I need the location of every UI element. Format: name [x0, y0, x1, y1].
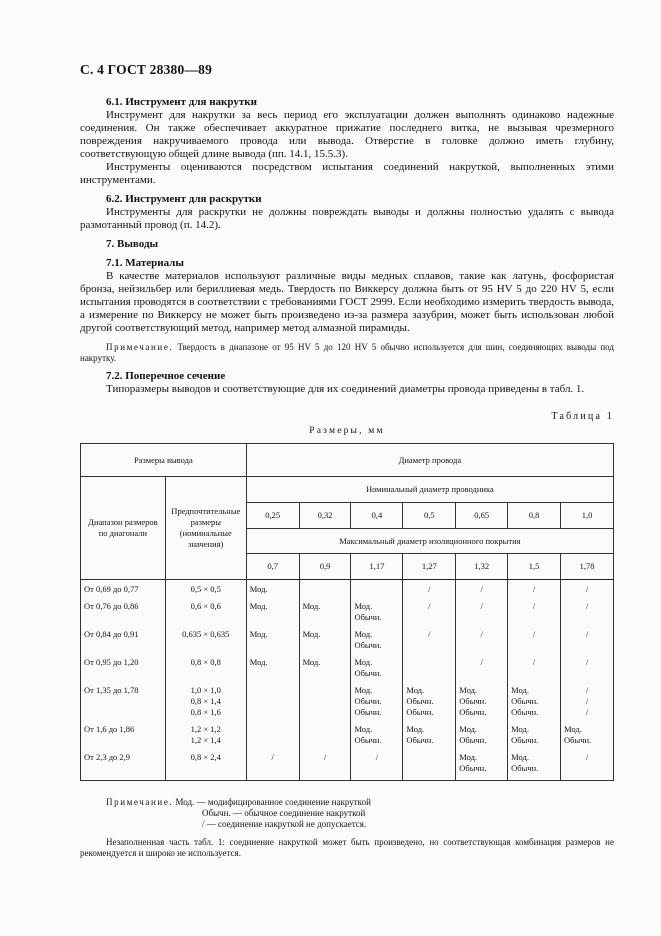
- connection-type-cell: [246, 657, 299, 685]
- nominal-diameter-header: Номинальный диаметр проводника: [246, 477, 613, 503]
- max-diameter-cell: 1,78: [561, 554, 614, 580]
- connection-type-cell: [403, 629, 456, 657]
- nominal-diameter-cell: 1,0: [561, 503, 614, 529]
- section-note: [80, 342, 614, 364]
- max-diameter-cell: 1,32: [456, 554, 508, 580]
- connection-type-cell: [246, 685, 299, 724]
- range-cell: От 1,6 до 1,86: [81, 724, 166, 752]
- connection-type-cell: [456, 657, 508, 685]
- preferred-size-cell: [165, 685, 246, 724]
- connection-type-cell: [508, 629, 561, 657]
- connection-type: Мод.: [511, 752, 529, 762]
- connection-type-cell: [246, 724, 299, 752]
- connection-type-cell: [403, 685, 456, 724]
- connection-type-cell: [246, 752, 299, 781]
- connection-type: Мод.: [511, 685, 529, 695]
- connection-type: Мод.: [354, 629, 373, 639]
- table-notes: [80, 797, 614, 830]
- connection-type-cell: [246, 629, 299, 657]
- table-footnote: Незаполненная часть табл. 1: соединение накруткой может быть произведено, но соответствующая комбинация размеров не рекомендуется и широко не используется.: [80, 837, 614, 858]
- connection-type: Мод.: [302, 657, 321, 667]
- preferred-size: 0,8 × 1,4: [190, 696, 221, 706]
- connection-type: Мод.: [459, 685, 478, 695]
- connection-type: /: [480, 657, 483, 667]
- connection-type: Мод.: [459, 752, 478, 762]
- connection-type: Мод.: [406, 724, 425, 734]
- range-cell: От 0,69 до 0,77: [81, 580, 166, 602]
- nominal-diameter-cell: 0,8: [508, 503, 561, 529]
- connection-type-cell: [246, 601, 299, 629]
- preferred-size: 0,8 × 2,4: [190, 752, 221, 762]
- connection-type: Обычн.: [354, 640, 382, 650]
- connection-type-cell: [456, 752, 508, 781]
- terminal-sizes-header: Размеры вывода: [81, 444, 247, 477]
- connection-type-cell: [508, 601, 561, 629]
- connection-type: /: [375, 752, 379, 762]
- connection-type: Мод.: [406, 685, 425, 695]
- connection-type-cell: [456, 580, 508, 602]
- table-row: [81, 752, 614, 781]
- connection-type: /: [428, 601, 431, 611]
- connection-type: /: [585, 696, 589, 706]
- connection-type: /: [428, 584, 431, 594]
- page-header: С. 4 ГОСТ 28380—89: [80, 62, 213, 77]
- preferred-size: 0,8 × 1,6: [190, 707, 221, 717]
- connection-type: /: [480, 601, 483, 611]
- connection-type-cell: [456, 601, 508, 629]
- connection-type: Обычн.: [459, 696, 487, 706]
- connection-type: /: [480, 584, 483, 594]
- preferred-size: 0,6 × 0,6: [190, 601, 221, 611]
- table-row: [81, 601, 614, 629]
- connection-type: Обычн.: [354, 735, 382, 745]
- section-heading: 7.2. Поперечное сечение: [106, 370, 226, 382]
- text-sections: [80, 96, 614, 396]
- preferred-size-cell: [165, 657, 246, 685]
- connection-type: Обычн.: [459, 735, 487, 745]
- section-heading: 6.1. Инструмент для накрутки: [106, 96, 257, 108]
- connection-type-cell: [508, 685, 561, 724]
- document-body: [80, 96, 614, 859]
- note-line: Мод. — модифицированное соединение накруткой: [175, 797, 371, 807]
- connection-type: /: [585, 685, 589, 695]
- connection-type-cell: [351, 752, 403, 781]
- connection-type-cell: [403, 580, 456, 602]
- preferred-size: 0,635 × 0,635: [182, 629, 230, 639]
- connection-type-cell: [351, 685, 403, 724]
- wire-diameter-header: Диаметр провода: [246, 444, 613, 477]
- connection-type: Обычн.: [406, 735, 434, 745]
- connection-type: /: [585, 707, 589, 717]
- connection-type-cell: [403, 601, 456, 629]
- connection-type: Обычн.: [354, 696, 382, 706]
- connection-type-cell: [508, 752, 561, 781]
- connection-type-cell: [403, 752, 456, 781]
- table-units: Размеры, мм: [309, 426, 385, 436]
- connection-type-cell: [561, 629, 614, 657]
- range-cell: От 0,95 до 1,20: [81, 657, 166, 685]
- note-text: Твердость в диапазоне от 95 HV 5 до 120 HV 5 обычно используется для шин, соединяющих выводы под накрутку.: [80, 342, 615, 363]
- table-row: [81, 685, 614, 724]
- connection-type-cell: [456, 685, 508, 724]
- max-diameter-cell: 0,9: [299, 554, 351, 580]
- connection-type-cell: [299, 580, 351, 602]
- max-diameter-cell: 1,17: [351, 554, 403, 580]
- preferred-sizes-header: Предпочтительные размеры (номинальные значения): [165, 477, 246, 580]
- connection-type: Обычн.: [511, 735, 539, 745]
- table-row: [81, 629, 614, 657]
- connection-type: Мод.: [249, 629, 268, 639]
- max-diameter-cell: 0,7: [246, 554, 299, 580]
- connection-type-cell: [508, 724, 561, 752]
- connection-type: /: [532, 657, 536, 667]
- max-diameter-cell: 1,5: [508, 554, 561, 580]
- connection-type-cell: [561, 601, 614, 629]
- connection-type: Обычн.: [406, 696, 434, 706]
- section-heading: 6.2. Инструмент для раскрутки: [106, 193, 262, 205]
- nominal-diameter-cell: 0,32: [299, 503, 351, 529]
- connection-type-cell: [246, 580, 299, 602]
- connection-type-cell: [299, 752, 351, 781]
- note-line: Обычн. — обычное соединение накруткой: [202, 808, 366, 818]
- connection-type: /: [271, 752, 274, 762]
- wire-terminal-table: [80, 443, 614, 781]
- connection-type: /: [585, 657, 589, 667]
- connection-type-cell: [456, 724, 508, 752]
- connection-type: /: [428, 629, 431, 639]
- connection-type-cell: [456, 629, 508, 657]
- connection-type: /: [323, 752, 327, 762]
- connection-type: Мод.: [302, 629, 321, 639]
- range-cell: От 0,76 до 0,86: [81, 601, 166, 629]
- table-row: [81, 580, 614, 602]
- preferred-size: 1,0 × 1,0: [190, 685, 221, 695]
- nominal-diameter-cell: 0,4: [351, 503, 403, 529]
- notes-label: Примечание.: [106, 797, 174, 807]
- connection-type: Мод.: [354, 685, 373, 695]
- connection-type-cell: [351, 724, 403, 752]
- connection-type: Мод.: [354, 724, 373, 734]
- note-label: Примечание.: [106, 342, 174, 352]
- connection-type: Обычн.: [511, 763, 539, 773]
- preferred-size-cell: [165, 580, 246, 602]
- table-row: [81, 657, 614, 685]
- connection-type: Мод.: [354, 601, 373, 611]
- connection-type-cell: [561, 752, 614, 781]
- connection-type-cell: [299, 724, 351, 752]
- connection-type: Обычн.: [511, 707, 539, 717]
- preferred-size-cell: [165, 752, 246, 781]
- paragraph: Типоразмеры выводов и соответствующие для их соединений диаметры провода приведены в табл. 1.: [106, 383, 585, 395]
- connection-type-cell: [561, 685, 614, 724]
- connection-type: Обычн.: [564, 735, 592, 745]
- nominal-diameter-cell: 0,25: [246, 503, 299, 529]
- preferred-size: 0,8 × 0,8: [190, 657, 221, 667]
- range-header: Диапазон размеров по диагонали: [81, 477, 166, 580]
- paragraph: В качестве материалов используют различные виды медных сплавов, такие как латунь, фосфористая бронза, нейзильбер или бериллиевая медь. Твердость по Виккерсу должна быть от 95 HV 5 до 220 HV 5, если испытания проводятся в соответствии с требованиями ГОСТ 2999. Если необходимо измерить твердость вывода, а измерение по Виккерсу не может быть произведено из-за размера зазубрин, может быть использован любой другой соответствующий метод, например метод алмазной пирамиды.: [80, 270, 614, 334]
- note-line: / — соединение накруткой не допускается.: [202, 819, 367, 829]
- max-diameter-cell: 1,27: [403, 554, 456, 580]
- connection-type-cell: [351, 601, 403, 629]
- table-row: [81, 724, 614, 752]
- connection-type-cell: [351, 580, 403, 602]
- connection-type-cell: [299, 601, 351, 629]
- connection-type-cell: [351, 657, 403, 685]
- table-caption: Таблица 1: [551, 411, 614, 422]
- preferred-size-cell: [165, 601, 246, 629]
- connection-type: /: [585, 584, 589, 594]
- nominal-diameter-cell: 0,65: [456, 503, 508, 529]
- preferred-size: 1,2 × 1,2: [190, 724, 221, 734]
- connection-type-cell: [403, 657, 456, 685]
- connection-type: Мод.: [459, 724, 478, 734]
- connection-type: /: [480, 629, 483, 639]
- paragraph: Инструмент для накрутки за весь период его эксплуатации должен выполнять одинаково надежные соединения. Он также обеспечивает аккуратное прижатие последнего витка, не вызывая чрезмерного повреждения накручиваемого провода или вывода. Отверстие в головке должно иметь глубину, соответствующую общей длине вывода (пп. 14.1, 15.5.3).: [80, 109, 614, 160]
- connection-type-cell: [508, 580, 561, 602]
- connection-type: Мод.: [249, 601, 268, 611]
- connection-type: Обычн.: [406, 707, 434, 717]
- connection-type: Обычн.: [354, 668, 382, 678]
- connection-type: /: [532, 584, 536, 594]
- connection-type-cell: [299, 685, 351, 724]
- connection-type: /: [585, 629, 589, 639]
- connection-type: Обычн.: [459, 707, 487, 717]
- connection-type: Мод.: [564, 724, 582, 734]
- range-cell: От 2,3 до 2,9: [81, 752, 166, 781]
- table-body: [81, 580, 614, 781]
- connection-type: Мод.: [302, 601, 321, 611]
- connection-type-cell: [299, 657, 351, 685]
- connection-type: /: [532, 629, 536, 639]
- range-cell: От 1,35 до 1,78: [81, 685, 166, 724]
- connection-type-cell: [561, 724, 614, 752]
- nominal-diameter-cell: 0,5: [403, 503, 456, 529]
- connection-type: /: [532, 601, 536, 611]
- preferred-size: 0,5 × 0,5: [190, 584, 221, 594]
- connection-type: Мод.: [354, 657, 373, 667]
- section-heading: 7.1. Материалы: [106, 257, 184, 269]
- preferred-size-cell: [165, 724, 246, 752]
- connection-type: Мод.: [249, 657, 268, 667]
- paragraph: Инструменты оцениваются посредством испытания соединений накруткой, выполненных этими инструментами.: [80, 161, 614, 186]
- connection-type-cell: [299, 629, 351, 657]
- max-diameter-header: Максимальный диаметр изоляционного покрытия: [246, 529, 613, 554]
- connection-type: Мод.: [249, 584, 268, 594]
- connection-type-cell: [351, 629, 403, 657]
- connection-type-cell: [561, 657, 614, 685]
- connection-type: /: [585, 752, 589, 762]
- connection-type: Обычн.: [354, 612, 382, 622]
- preferred-size-cell: [165, 629, 246, 657]
- section-heading: 7. Выводы: [106, 238, 159, 250]
- connection-type-cell: [561, 580, 614, 602]
- connection-type-cell: [508, 657, 561, 685]
- connection-type: Обычн.: [354, 707, 382, 717]
- range-cell: От 0,84 до 0,91: [81, 629, 166, 657]
- connection-type: Обычн.: [511, 696, 539, 706]
- connection-type: Обычн.: [459, 763, 487, 773]
- preferred-size: 1,2 × 1,4: [190, 735, 221, 745]
- connection-type: Мод.: [511, 724, 529, 734]
- connection-type: /: [585, 601, 589, 611]
- connection-type-cell: [403, 724, 456, 752]
- paragraph: Инструменты для раскрутки не должны повреждать выводы и должны полностью удалять с вывода размотанный провод (п. 14.2).: [80, 206, 614, 231]
